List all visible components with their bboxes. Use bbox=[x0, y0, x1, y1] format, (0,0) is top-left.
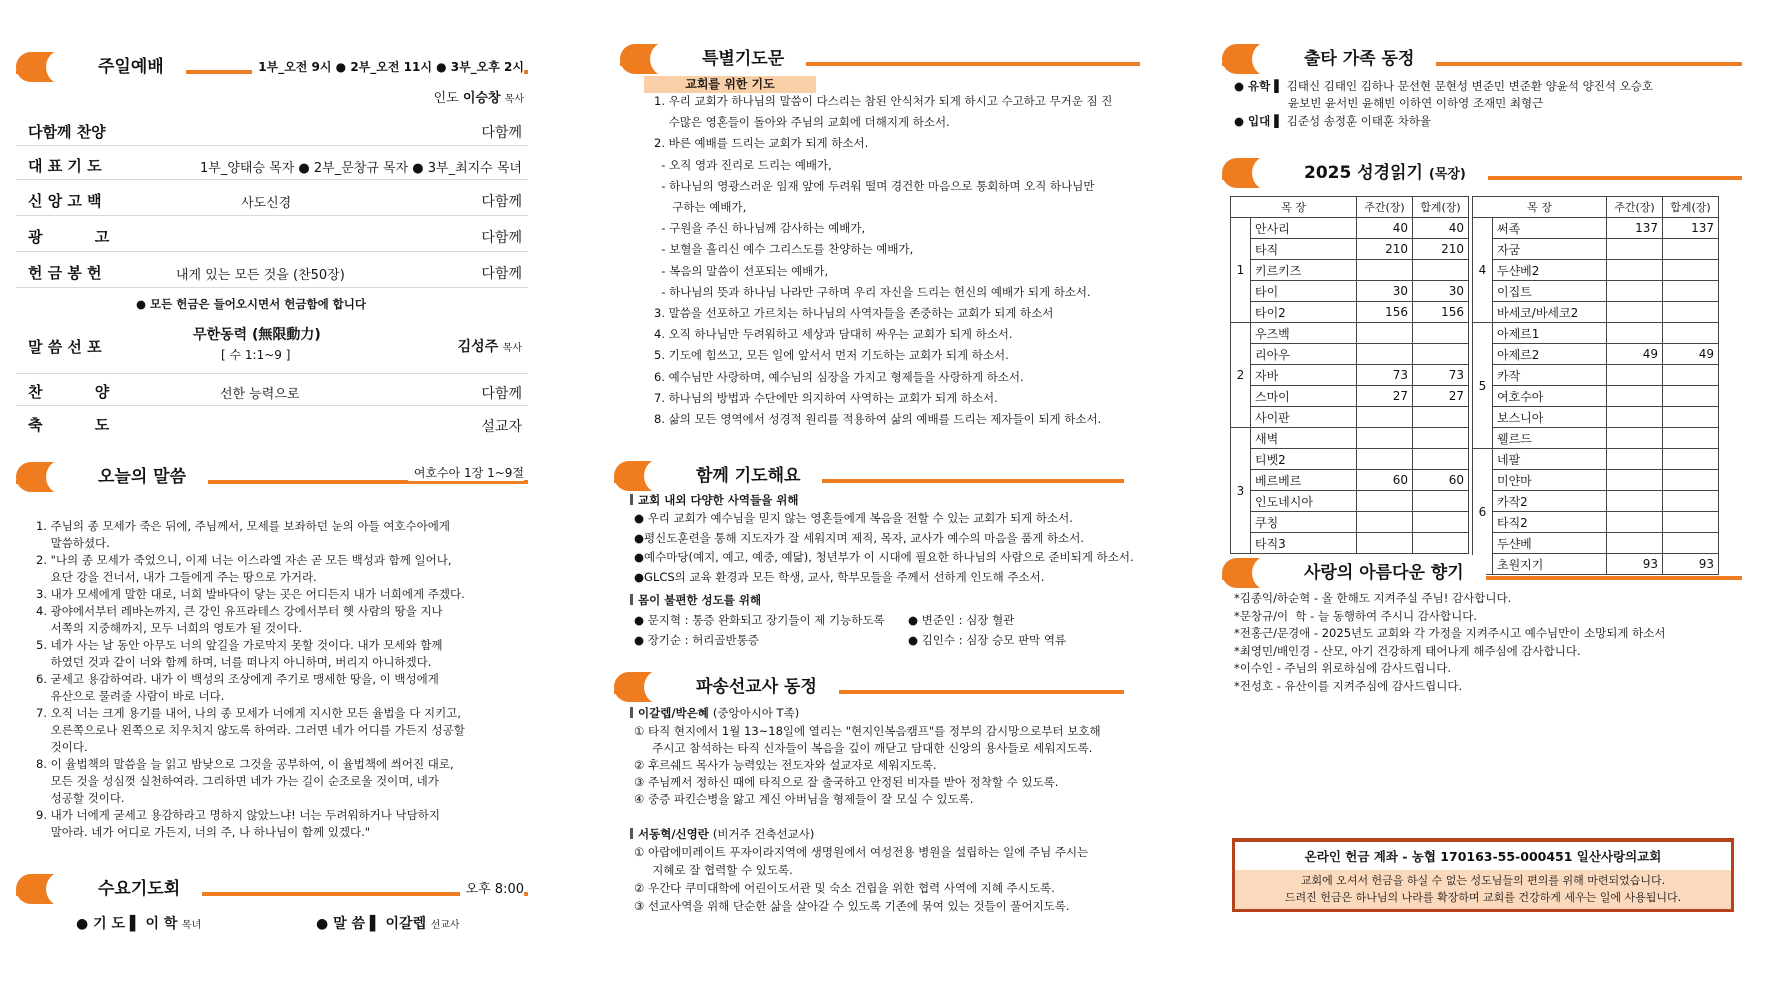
together-item: ●GLCS의 교육 환경과 모든 학생, 교사, 학부모들을 주께서 선하게 인도해 주소서. bbox=[634, 569, 1045, 584]
weekly-chapters bbox=[1607, 470, 1663, 491]
order-row-prayer: 대 표 기 도 1부_양태승 목자 ● 2부_문창규 목자 ● 3부_최지수 목녀 bbox=[16, 146, 528, 180]
scripture-line: 6. 굳세고 용감하여라. 내가 이 백성의 조상에게 주기로 맹세한 땅을, 이 백성에게 bbox=[36, 672, 439, 686]
mokjang-name: 두샨베2 bbox=[1493, 260, 1607, 281]
worship-title: 주일예배 bbox=[46, 49, 186, 85]
weekly-chapters bbox=[1357, 491, 1413, 512]
total-chapters bbox=[1413, 407, 1469, 428]
missionary-2-line: ③ 선교사역을 위해 단순한 삶을 살아갈 수 있도록 기존에 묶여 있는 것들이 풀어지도록. bbox=[634, 899, 1070, 913]
special-prayer-line: 1. 우리 교회가 하나님의 말씀이 다스리는 참된 안식처가 되게 하시고 수고하고 무거운 짐 진 bbox=[654, 94, 1113, 108]
weekly-chapters bbox=[1607, 365, 1663, 386]
bible-table-header: 주간(장) bbox=[1357, 197, 1413, 218]
scripture-line: 5. 네가 사는 날 동안 아무도 너의 앞길을 가로막지 못할 것이다. 내가 모세와 함께 bbox=[36, 638, 443, 652]
weekly-chapters bbox=[1607, 512, 1663, 533]
order-row-creed: 신 앙 고 백 사도신경 다함께 bbox=[16, 180, 528, 216]
total-chapters bbox=[1413, 428, 1469, 449]
special-prayer-line: 수많은 영혼들이 돌아와 주님의 교회에 더해지게 하소서. bbox=[654, 115, 950, 130]
total-chapters bbox=[1663, 260, 1719, 281]
total-chapters bbox=[1663, 428, 1719, 449]
weekly-chapters: 27 bbox=[1357, 386, 1413, 407]
special-prayer-line: 4. 오직 하나님만 두려워하고 세상과 담대히 싸우는 교회가 되게 하소서. bbox=[654, 327, 1013, 342]
scripture-line: 오른쪽으로나 왼쪽으로 치우치지 않도록 하여라. 그러면 네가 어디를 가든지 성공할 bbox=[36, 723, 465, 737]
together-sub1: 교회 내외 다양한 사역들을 위해 bbox=[630, 492, 798, 508]
group-number: 1 bbox=[1231, 218, 1251, 323]
family-army: ● 입대 ▌ 김준성 송정훈 이태훈 차하율 bbox=[1234, 114, 1432, 128]
bible-table-row bbox=[1231, 386, 1469, 407]
total-chapters bbox=[1663, 302, 1719, 323]
bible-table-row bbox=[1473, 218, 1719, 239]
weekly-chapters bbox=[1357, 344, 1413, 365]
scripture-line: 하였던 것과 같이 너와 함께 하며, 너를 떠나지 아니하며, 버리지 아니하겠다. bbox=[36, 655, 432, 669]
order-row-hymn: 찬 양 선한 능력으로 다함께 bbox=[16, 374, 528, 406]
special-prayer-line: 2. 바른 예배를 드리는 교회가 되게 하소서. bbox=[654, 136, 869, 151]
word-ref: 여호수아 1장 1~9절 bbox=[408, 464, 524, 481]
weekly-chapters: 73 bbox=[1357, 365, 1413, 386]
bible-table-left bbox=[1230, 196, 1469, 554]
bible-table-row bbox=[1473, 449, 1719, 470]
total-chapters bbox=[1413, 323, 1469, 344]
special-prayer-line: - 구원을 주신 하나님께 감사하는 예배가, bbox=[654, 221, 866, 236]
bible-table-row bbox=[1473, 491, 1719, 512]
mokjang-name: 보스니아 bbox=[1493, 407, 1607, 428]
weekly-chapters bbox=[1357, 323, 1413, 344]
group-number: 2 bbox=[1231, 323, 1251, 428]
scripture-line: 2. "나의 종 모세가 죽었으니, 이제 너는 이스라엘 자손 곧 모든 백성과 함께 일어나, bbox=[36, 553, 452, 567]
scripture-line: 것이다. bbox=[36, 740, 88, 754]
together-item: ● 우리 교회가 예수님을 믿지 않는 영혼들에게 복음을 전할 수 있는 교회가 되게 하소서. bbox=[634, 511, 1073, 525]
total-chapters bbox=[1663, 407, 1719, 428]
scent-line: *김종익/하순혁 - 올 한해도 지켜주실 주님! 감사합니다. bbox=[1234, 591, 1512, 605]
bible-table-row bbox=[1231, 218, 1469, 239]
mokjang-name: 베르베르 bbox=[1251, 470, 1357, 491]
mokjang-name: 아제르2 bbox=[1493, 344, 1607, 365]
mokjang-name: 안사리 bbox=[1251, 218, 1357, 239]
special-prayer-line: 3. 말씀을 선포하고 가르치는 하나님의 사역자들을 존중하는 교회가 되게 하소서 bbox=[654, 306, 1054, 320]
weekly-chapters: 93 bbox=[1607, 554, 1663, 575]
wed-title: 수요기도회 bbox=[46, 871, 202, 907]
special-prayer-line: - 보혈을 흘리신 예수 그리스도를 찬양하는 예배가, bbox=[654, 242, 914, 257]
bible-table-row bbox=[1473, 533, 1719, 554]
weekly-chapters bbox=[1357, 260, 1413, 281]
special-prayer-line: - 오직 영과 진리로 드리는 예배가, bbox=[654, 157, 832, 172]
order-row-offering: 헌 금 봉 헌 내게 있는 모든 것을 (찬50장) 다함께 bbox=[16, 252, 528, 288]
bible-table-row bbox=[1473, 302, 1719, 323]
missionary-2-line: ② 우간다 쿠미대학에 어린이도서관 및 숙소 건립을 위한 협력 사역에 지혜 주시도록. bbox=[634, 881, 1055, 895]
weekly-chapters bbox=[1357, 407, 1413, 428]
family-title: 출타 가족 동정 bbox=[1252, 41, 1436, 77]
together-header bbox=[614, 455, 1124, 495]
total-chapters bbox=[1663, 323, 1719, 344]
bible-table-header: 목 장 bbox=[1473, 197, 1607, 218]
special-prayer-line: 구하는 예배가, bbox=[654, 200, 747, 214]
order-row-announce: 광 고 다함께 bbox=[16, 216, 528, 252]
bible-table-row bbox=[1231, 365, 1469, 386]
scent-line: *전성호 - 유산이를 지켜주심에 감사드립니다. bbox=[1234, 678, 1463, 693]
scent-line: *이수인 - 주님의 위로하심에 감사드립니다. bbox=[1234, 661, 1452, 675]
bible-table-row bbox=[1473, 512, 1719, 533]
sick-item-1: ● 문지혁 : 통증 완화되고 장기들이 제 기능하도록 bbox=[634, 613, 885, 627]
special-header bbox=[620, 38, 1140, 78]
scripture-line: 3. 내가 모세에게 말한 대로, 너희 발바닥이 닿는 곳은 어디든지 내가 너희에게 주겠다. bbox=[36, 587, 465, 601]
bible-table-row bbox=[1231, 470, 1469, 491]
sick-item-2: ● 장기순 : 허리골반통증 bbox=[634, 633, 759, 647]
weekly-chapters: 30 bbox=[1357, 281, 1413, 302]
bible-table-row bbox=[1231, 281, 1469, 302]
special-prayer-line: - 하나님의 영광스러운 임재 앞에 두려워 떨며 경건한 마음으로 통회하며 오직 하나님만 bbox=[654, 178, 1095, 193]
worship-times: 1부_오전 9시 ● 2부_오전 11시 ● 3부_오후 2시 bbox=[252, 58, 524, 75]
total-chapters: 30 bbox=[1413, 281, 1469, 302]
mokjang-name: 웰르드 bbox=[1493, 428, 1607, 449]
total-chapters bbox=[1413, 449, 1469, 470]
mokjang-name: 카작2 bbox=[1493, 491, 1607, 512]
mokjang-name: 바세코/바세코2 bbox=[1493, 302, 1607, 323]
bible-table-row bbox=[1473, 344, 1719, 365]
weekly-chapters: 137 bbox=[1607, 218, 1663, 239]
bible-table-row bbox=[1473, 407, 1719, 428]
scent-line: *최영민/배인경 - 산모, 아기 건강하게 태어나게 해주심에 감사합니다. bbox=[1234, 643, 1581, 658]
mokjang-name: 타직 bbox=[1251, 239, 1357, 260]
weekly-chapters bbox=[1607, 533, 1663, 554]
scent-line: *문창규/이 학 - 늘 동행하여 주시니 감사합니다. bbox=[1234, 608, 1477, 623]
sick-item-3: ● 변준인 : 심장 혈관 bbox=[908, 613, 1015, 627]
mokjang-name: 인도네시아 bbox=[1251, 491, 1357, 512]
total-chapters bbox=[1413, 491, 1469, 512]
scripture-line: 말아라. 네가 어디로 가든지, 너의 주, 나 하나님이 함께 있겠다." bbox=[36, 825, 371, 839]
total-chapters bbox=[1663, 512, 1719, 533]
bible-table-header: 합계(장) bbox=[1413, 197, 1469, 218]
weekly-chapters bbox=[1607, 239, 1663, 260]
weekly-chapters bbox=[1607, 407, 1663, 428]
special-prayer-line: - 하나님의 뜻과 하나님 나라만 구하며 우리 자신을 드리는 헌신의 예배가 되게 하소서. bbox=[654, 284, 1091, 299]
bible-table-row bbox=[1231, 344, 1469, 365]
special-subtitle: 교회를 위한 기도 bbox=[644, 76, 816, 93]
group-number: 6 bbox=[1473, 449, 1493, 575]
total-chapters: 49 bbox=[1663, 344, 1719, 365]
scripture-line: 1. 주님의 종 모세가 죽은 뒤에, 주님께서, 모세를 보좌하던 눈의 아들 여호수아에게 bbox=[36, 519, 450, 533]
order-row-praise: 다함께 찬양 다함께 bbox=[16, 112, 528, 146]
bible-table-row bbox=[1231, 428, 1469, 449]
total-chapters bbox=[1663, 365, 1719, 386]
bible-table-row bbox=[1473, 239, 1719, 260]
group-number: 5 bbox=[1473, 323, 1493, 449]
together-sub2: 몸이 불편한 성도를 위해 bbox=[630, 592, 761, 608]
bible-table-row bbox=[1231, 260, 1469, 281]
bible-table-row bbox=[1231, 491, 1469, 512]
total-chapters: 210 bbox=[1413, 239, 1469, 260]
worship-leader: 인도 이승창 목사 bbox=[433, 91, 524, 106]
missionary-2-line: 지혜로 잘 협력할 수 있도록. bbox=[634, 863, 793, 877]
weekly-chapters bbox=[1607, 386, 1663, 407]
bible-table-row bbox=[1231, 323, 1469, 344]
missionary-1-line: ④ 중증 파킨슨병을 앓고 계신 아버님을 형제들이 잘 모실 수 있도록. bbox=[634, 792, 974, 806]
scripture-line: 8. 이 율법책의 말씀을 늘 읽고 밤낮으로 그것을 공부하여, 이 율법책에 씌어진 대로, bbox=[36, 757, 454, 771]
bible-table-row bbox=[1473, 386, 1719, 407]
weekly-chapters bbox=[1607, 302, 1663, 323]
bible-title: 2025 성경읽기 (목장) bbox=[1252, 155, 1488, 191]
scripture-line: 말씀하셨다. bbox=[36, 536, 110, 550]
wed-word: ● 말 씀 ▌ 이갈렙 선교사 bbox=[316, 916, 460, 932]
special-prayer-line: - 복음의 말씀이 선포되는 예배가, bbox=[654, 263, 829, 278]
mokjang-name: 리아우 bbox=[1251, 344, 1357, 365]
bible-table-row bbox=[1231, 239, 1469, 260]
mokjang-name: 여호수아 bbox=[1493, 386, 1607, 407]
family-study: ● 유학 ▌ 김태신 김태인 김하나 문선현 문현성 변준민 변준환 양윤석 양진석 오승호 bbox=[1234, 79, 1653, 93]
missionary-1: 이갈렙/박은혜 (중앙아시아 T족) bbox=[630, 705, 799, 721]
total-chapters: 137 bbox=[1663, 218, 1719, 239]
bible-table-row bbox=[1473, 281, 1719, 302]
group-number: 3 bbox=[1231, 428, 1251, 554]
bible-table-row bbox=[1231, 302, 1469, 323]
order-row-sermon: 말 씀 선 포 무한동력 (無限動力) [ 수 1:1~9 ] 김성주 목사 bbox=[16, 318, 528, 374]
wed-prayer: ● 기 도 ▌ 이 학 목녀 bbox=[76, 916, 202, 932]
bible-table-row bbox=[1473, 260, 1719, 281]
missionary-1-line: ① 타직 현지에서 1월 13~18일에 열리는 "현지인복음캠프"를 정부의 감시망으로부터 보호해 bbox=[634, 724, 1101, 738]
scent-header bbox=[1222, 552, 1742, 592]
weekly-chapters bbox=[1607, 428, 1663, 449]
scent-line: *전홍근/문경애 - 2025년도 교회와 각 가정을 지켜주시고 예수님만이 소망되게 하소서 bbox=[1234, 626, 1666, 640]
total-chapters bbox=[1663, 470, 1719, 491]
weekly-chapters bbox=[1607, 491, 1663, 512]
total-chapters bbox=[1663, 386, 1719, 407]
group-number: 4 bbox=[1473, 218, 1493, 323]
worship-header bbox=[16, 46, 528, 86]
order-row-benediction: 축 도 설교자 bbox=[28, 416, 522, 435]
missions-header bbox=[614, 666, 1124, 706]
together-item: ●예수마당(예지, 예고, 예중, 예닮), 청년부가 이 시대에 필요한 하나님의 사람으로 준비되게 하소서. bbox=[634, 550, 1134, 564]
weekly-chapters bbox=[1357, 533, 1413, 554]
mokjang-name: 쿠칭 bbox=[1251, 512, 1357, 533]
mokjang-name: 타이 bbox=[1251, 281, 1357, 302]
mokjang-name: 타직3 bbox=[1251, 533, 1357, 554]
bible-table-row bbox=[1231, 533, 1469, 554]
mokjang-name: 타직2 bbox=[1493, 512, 1607, 533]
mokjang-name: 써족 bbox=[1493, 218, 1607, 239]
scripture-line: 유산으로 물려줄 사람이 바로 너다. bbox=[36, 689, 225, 703]
mokjang-name: 아제르1 bbox=[1493, 323, 1607, 344]
offering-note-2: 드려진 헌금은 하나님의 나라를 확장하며 교회를 건강하게 세우는 일에 사용됩니다. bbox=[1284, 891, 1682, 904]
mokjang-name: 새벽 bbox=[1251, 428, 1357, 449]
total-chapters: 27 bbox=[1413, 386, 1469, 407]
bible-table-header: 주간(장) bbox=[1607, 197, 1663, 218]
mokjang-name: 우즈벡 bbox=[1251, 323, 1357, 344]
scripture-line: 모든 것을 성심껏 실천하여라. 그리하면 네가 가는 길이 순조로울 것이며, 네가 bbox=[36, 774, 439, 788]
mokjang-name: 이집트 bbox=[1493, 281, 1607, 302]
mokjang-name: 초원지기 bbox=[1493, 554, 1607, 575]
weekly-chapters: 210 bbox=[1357, 239, 1413, 260]
scripture-line: 서쪽의 지중해까지, 모두 너희의 영토가 될 것이다. bbox=[36, 621, 303, 635]
weekly-chapters: 49 bbox=[1607, 344, 1663, 365]
word-header bbox=[16, 456, 528, 496]
bible-table-right bbox=[1472, 196, 1719, 575]
total-chapters: 60 bbox=[1413, 470, 1469, 491]
offering-note-1: 교회에 오셔서 헌금을 하실 수 없는 성도님들의 편의를 위해 마련되었습니다. bbox=[1300, 874, 1666, 887]
online-offering-box bbox=[1232, 838, 1734, 912]
mokjang-name: 타이2 bbox=[1251, 302, 1357, 323]
missionary-2-line: ① 아랍에미레이트 푸자이라지역에 생명원에서 여성전용 병원을 설립하는 일에 주님 주시는 bbox=[634, 845, 1089, 859]
together-title: 함께 기도해요 bbox=[644, 458, 822, 494]
special-prayer-line: 5. 기도에 힘쓰고, 모든 일에 앞서서 먼저 기도하는 교회가 되게 하소서. bbox=[654, 348, 1009, 363]
scripture-line: 4. 광야에서부터 레바논까지, 큰 강인 유프라테스 강에서부터 헷 사람의 땅을 지나 bbox=[36, 604, 443, 618]
missionary-1-line: ② 후르쉐드 목사가 능력있는 전도자와 설교자로 세워지도록. bbox=[634, 758, 937, 772]
total-chapters: 156 bbox=[1413, 302, 1469, 323]
total-chapters: 93 bbox=[1663, 554, 1719, 575]
sick-item-4: ● 김인수 : 심장 승모 판막 역류 bbox=[908, 633, 1067, 647]
bible-table-row bbox=[1473, 470, 1719, 491]
total-chapters bbox=[1663, 491, 1719, 512]
bible-table-row bbox=[1473, 428, 1719, 449]
mokjang-name: 카작 bbox=[1493, 365, 1607, 386]
missionary-1-line: 주시고 참석하는 타직 신자들이 복음을 깊이 깨닫고 담대한 신앙의 용사들로 세워지도록. bbox=[634, 741, 1093, 755]
weekly-chapters bbox=[1607, 449, 1663, 470]
mokjang-name: 키르키즈 bbox=[1251, 260, 1357, 281]
total-chapters bbox=[1663, 239, 1719, 260]
total-chapters: 40 bbox=[1413, 218, 1469, 239]
weekly-chapters bbox=[1357, 512, 1413, 533]
mokjang-name: 스마이 bbox=[1251, 386, 1357, 407]
mokjang-name: 사이판 bbox=[1251, 407, 1357, 428]
total-chapters bbox=[1663, 281, 1719, 302]
mokjang-name: 자바 bbox=[1251, 365, 1357, 386]
scripture-line: 7. 오직 너는 크게 용기를 내어, 나의 종 모세가 너에게 지시한 모든 율법을 다 지키고, bbox=[36, 706, 461, 720]
bible-header bbox=[1222, 152, 1742, 192]
bible-table-row bbox=[1473, 323, 1719, 344]
weekly-chapters bbox=[1607, 260, 1663, 281]
total-chapters bbox=[1663, 533, 1719, 554]
scripture-line: 요단 강을 건너서, 내가 그들에게 주는 땅으로 가거라. bbox=[36, 570, 317, 584]
missionary-2: 서동혁/신영란 (비거주 건축선교사) bbox=[630, 826, 814, 842]
total-chapters bbox=[1413, 533, 1469, 554]
weekly-chapters bbox=[1607, 281, 1663, 302]
mokjang-name: 네팔 bbox=[1493, 449, 1607, 470]
family-header bbox=[1222, 38, 1742, 78]
offering-note: ● 모든 헌금은 들어오시면서 헌금함에 합니다 bbox=[136, 297, 367, 311]
total-chapters bbox=[1413, 344, 1469, 365]
missionary-1-line: ③ 주님께서 정하신 때에 타직으로 잘 출국하고 안정된 비자를 받아 정착할 수 있도록. bbox=[634, 775, 1059, 789]
special-prayer-line: 7. 하나님의 방법과 수단에만 의지하여 사역하는 교회가 되게 하소서. bbox=[654, 390, 998, 405]
weekly-chapters: 60 bbox=[1357, 470, 1413, 491]
wed-header bbox=[16, 868, 528, 908]
bible-table-row bbox=[1231, 449, 1469, 470]
total-chapters bbox=[1413, 260, 1469, 281]
family-study-2: 윤보빈 윤서빈 윤해빈 이하연 이하영 조재민 최형근 bbox=[1288, 96, 1544, 110]
weekly-chapters bbox=[1607, 323, 1663, 344]
scent-title: 사랑의 아름다운 향기 bbox=[1252, 555, 1486, 591]
mokjang-name: 미얀마 bbox=[1493, 470, 1607, 491]
mokjang-name: 티벳2 bbox=[1251, 449, 1357, 470]
special-title: 특별기도문 bbox=[650, 41, 806, 77]
special-prayer-line: 8. 삶의 모든 영역에서 성경적 원리를 적용하여 삶의 예배를 드리는 제자들이 되게 하소서. bbox=[654, 412, 1102, 426]
mokjang-name: 자굼 bbox=[1493, 239, 1607, 260]
weekly-chapters: 156 bbox=[1357, 302, 1413, 323]
scripture-line: 9. 내가 너에게 굳세고 용감하라고 명하지 않았느냐! 너는 두려워하거나 낙담하지 bbox=[36, 808, 440, 822]
total-chapters: 73 bbox=[1413, 365, 1469, 386]
weekly-chapters: 40 bbox=[1357, 218, 1413, 239]
special-prayer-line: 6. 예수님만 사랑하며, 예수님의 심장을 가지고 형제들을 사랑하게 하소서. bbox=[654, 369, 1024, 384]
weekly-chapters bbox=[1357, 449, 1413, 470]
bible-table-header: 합계(장) bbox=[1663, 197, 1719, 218]
total-chapters bbox=[1663, 449, 1719, 470]
bible-table-row bbox=[1231, 512, 1469, 533]
bible-table-row bbox=[1231, 407, 1469, 428]
bible-table-header: 목 장 bbox=[1231, 197, 1357, 218]
word-title: 오늘의 말씀 bbox=[46, 459, 208, 495]
weekly-chapters bbox=[1357, 428, 1413, 449]
total-chapters bbox=[1413, 512, 1469, 533]
mokjang-name: 두샨베 bbox=[1493, 533, 1607, 554]
bible-table-row bbox=[1473, 365, 1719, 386]
offering-account: 온라인 헌금 계좌 - 농협 170163-55-000451 일산사랑의교회 bbox=[1304, 849, 1662, 864]
missions-title: 파송선교사 동정 bbox=[644, 669, 839, 705]
wed-time: 오후 8:00 bbox=[460, 878, 524, 897]
scripture-line: 성공할 것이다. bbox=[36, 791, 125, 805]
together-item: ●평신도훈련을 통해 지도자가 잘 세워지며 제직, 목자, 교사가 예수의 마음을 품게 하소서. bbox=[634, 530, 1085, 545]
